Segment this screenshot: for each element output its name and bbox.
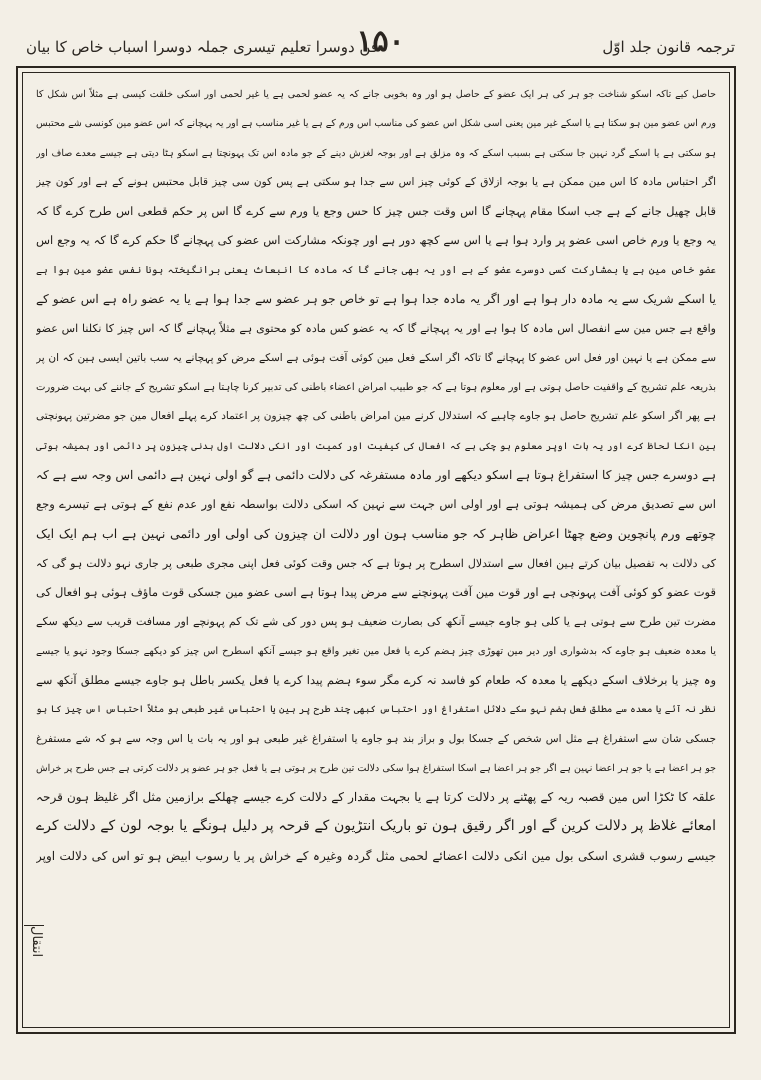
text-line: جسکی شان سے استفراغ ہے مثل اس شخص کے جسکا بول و براز بند ہو جاوے یا استفراغ غیر طبعی ہو اور یہ بات یا اس وجہ سے ہو کہ شے مستفرغ (36, 732, 716, 745)
text-line: قابل چھیل جانے کے ہے جب اسکا مقام پہچانے گا اس وقت جس چیز کا حس وجع یا ورم سے کرے گا اس پر حکم قطعی اس طرح کرے گا کہ (36, 204, 716, 219)
text-line: قوت عضو کو کوئی آفت پہونچی ہے اور قوت مین آفت پہونچنے سے مرض پیدا ہوتا ہے اسی عضو مین جسکی قوت ماؤف ہوئی ہو افعال کی (36, 585, 716, 600)
text-line: چوتھے ورم پانچوین وضع چھٹا اعراض ظاہر کہ جو مناسب ہون اور دلالت ان چیزون کی اولی اور دائمی نہین ہے اب ہم ایک ایک (36, 526, 716, 542)
text-line: ہین انکا لحاظ کرے اور یہ بات اوپر معلوم ہو چکی ہے کہ افعال کی کیفیت اور کمیت اور انکی دلالت اول بدنی چیزون پر دائمی اور ہمیشہ ہوتی (36, 440, 716, 452)
text-line: ورم اس عضو مین ہو سکتا ہے یا اسکے غیر مین یعنی اسی شکل اس عضو کی مناسب اس ورم کے ہے یا غیر مناسب ہے اور یہ پہچانے کہ اس عضو مین کونسی شے محتبس (36, 118, 716, 130)
text-line: وہ چیز یا برخلاف اسکے دیکھے یا معدہ کہ طعام کو فاسد نہ کرے مگر سوء ہضم پیدا کرے یا فعل یکسر باطل ہو جاوے جیسے مطلق آنکھ سے (36, 672, 716, 687)
margin-note: انتقال (24, 925, 44, 1026)
running-title-right: ترجمہ قانون جلد اوّل (602, 38, 735, 56)
text-line: نظر نہ آئے یا معدہ سے مطلق فعل ہضم نہو سکے دلائل استفراغ اور احتباس کبھی چند طرح پر ہین یا احتباس غیر طبعی ہو مثلاً احتباس اس چیز کا ہو (36, 704, 716, 716)
text-line: سے ممکن ہے یا نہین اور فعل اس عضو کا پہچانے گا تاکہ اگر اسکے فعل مین کوئی آفت ہوئی ہے اسکے مرض کو پہچانے یہ سب باتین ایسی ہین کہ ان پر (36, 351, 716, 364)
text-line: اگر احتباس مادہ کا اس مین ممکن ہے یا بوجہ ازلاق کے کوئی چیز اس سے جدا ہو سکتی ہے پس کون سی چیز قابل محتبس ہونے کے ہے اور کون چیز (36, 175, 716, 188)
text-line: جیسے رسوب قشری اسکی بول مین انکی دلالت اعضائے لحمی مثل گردہ وغیرہ کے خراش پر یا رسوب ابیض ہو تو اس کی دلالت اوپر (36, 848, 716, 863)
body-text (36, 80, 716, 871)
text-line: ہو سکتی ہے یا اسکے گرد نہین جا سکتی ہے بسبب اسکے کہ وہ مزلق ہے اور بوجہ لغزش دینے کے جو مادہ اس تک پہونچتا ہے اسکو ہٹا دیتی ہے جیسے معدے صاف اور (36, 147, 716, 159)
page-number: ۱۵۰ (356, 24, 405, 59)
text-line: عضو خاص مین ہے یا بمشارکت کسی دوسرے عضو کے ہے اور یہ بھی جانے گا کہ مادہ کا انبعاث یعنی برانگیختہ ہونا نفس عضو مین ہوا ہے (36, 264, 716, 276)
text-line: کی دلالت بہ تفصیل بیان کرتے ہین افعال سے استدلال اسطرح پر ہوتا ہے کہ جس وقت کوئی فعل اپنی مجری طبعی پر جاری نہو دلالت ہو گی کہ (36, 556, 716, 570)
text-line: یا اسکے شریک سے یہ مادہ دار ہوا ہے اور اگر یہ مادہ جدا ہوا ہے تو خاص جو ہر عضو سے جدا ہوا ہے یا یہ عضو راہ ہے اس عضو کے (36, 292, 716, 307)
text-line: ہے دوسرے جس چیز کا استفراغ ہوتا ہے اسکو دیکھے اور مادہ مستفرغہ کی دلالت دائمی ہے گو اولی نہین ہے دائمی اس وجہ سے ہے کہ (36, 467, 716, 482)
text-line: امعائے غلاظ پر دلالت کرین گے اور اگر رقیق ہون تو باریک انتڑیون کے قرحہ پر دلیل ہونگے یا بوجہ لون کے دلالت کرے (36, 818, 716, 835)
text-line: حاصل کیے تاکہ اسکو شناخت جو ہر کی ہر ایک عضو کے حاصل ہو اور وہ بخوبی جانے کہ یہ عضو لحمی ہے یا غیر لحمی اور اسکی خلقت کیسی ہے مثلاً اس شکل کا (36, 89, 716, 100)
page-header (18, 22, 743, 62)
text-line: واقع ہے جس مین سے انفصال اس مادہ کا ہوا ہے اور یہ پہچانے گا کہ یہ عضو کس مادہ کو محتوی ہے مثلاً پہچانے گا کہ اس چیز کا نکلنا اس عضو (36, 322, 716, 336)
running-title-left: فن دوسرا تعلیم تیسری جملہ دوسرا اسباب خاص کا بیان (26, 38, 378, 56)
text-line: یا معدہ ضعیف ہو جاوے کہ بدشواری اور دیر مین تھوڑی چیز ہضم کرے یا فعل مین تغیر واقع ہو جیسے آنکھ اسطرح اس چیز کو دیکھے جسکا وجود نہو یا جیسے (36, 645, 716, 657)
text-line: یہ وجع یا ورم خاص اسی عضو پر وارد ہوا ہے یا اس سے کچھ دور ہے اور چونکہ مشارکت اس عضو کی پہچانے گا حکم کرے گا کہ یہ وجع اس (36, 233, 716, 248)
text-line: اس سے تصدیق مرض کی ہمیشہ ہوتی ہے اور اولی اس جہت سے نہین کہ اسکی دلالت بواسطہ نفع اور عدم نفع کے ہوتی ہے تیسرے وجع (36, 497, 716, 512)
text-line: جو ہر اعضا ہے یا جو ہر اعضا نہین ہے اگر جو ہر اعضا ہے اسکا استفراغ ہوا سکی دلالت تین طرح پر ہوتی ہے یا فعل جو ہر عضو پر دلالت کرتی ہے جس طرح پر خراش (36, 762, 716, 774)
text-line: بذریعہ علم تشریح کے واقفیت حاصل ہوتی ہے اور معلوم ہوتا ہے کہ جو طبیب امراض اعضاء باطنی کی تدبیر کرنا چاہتا ہے اسکو تشریح کے جاننے کی بہت ضرورت (36, 381, 716, 393)
text-line: مضرت تین طرح سے ہوتی ہے یا کلی ہو جاوے جیسے آنکھ کی بصارت ضعیف ہو پس دور کی شے تک کم پہونچے اور مسافت قریب سے دیکھ سکے (36, 615, 716, 629)
text-line: علقہ کا ٹکڑا اس مین قصبہ ریہ کے پھٹنے پر دلالت کرتا ہے یا بجہت مقدار کے دلالت کرے جیسے چھلکے برازمین مثل اگر غلیظ ہون قرحہ (36, 790, 716, 805)
text-line: ہے پھر اگر اسکو علم تشریح حاصل ہو جاوے چاہیے کہ استدلال کرنے مین امراض باطنی کی چھ چیزون پر اعتماد کرے پہلے افعال مین جو مضرتین پہونچتی (36, 410, 716, 423)
